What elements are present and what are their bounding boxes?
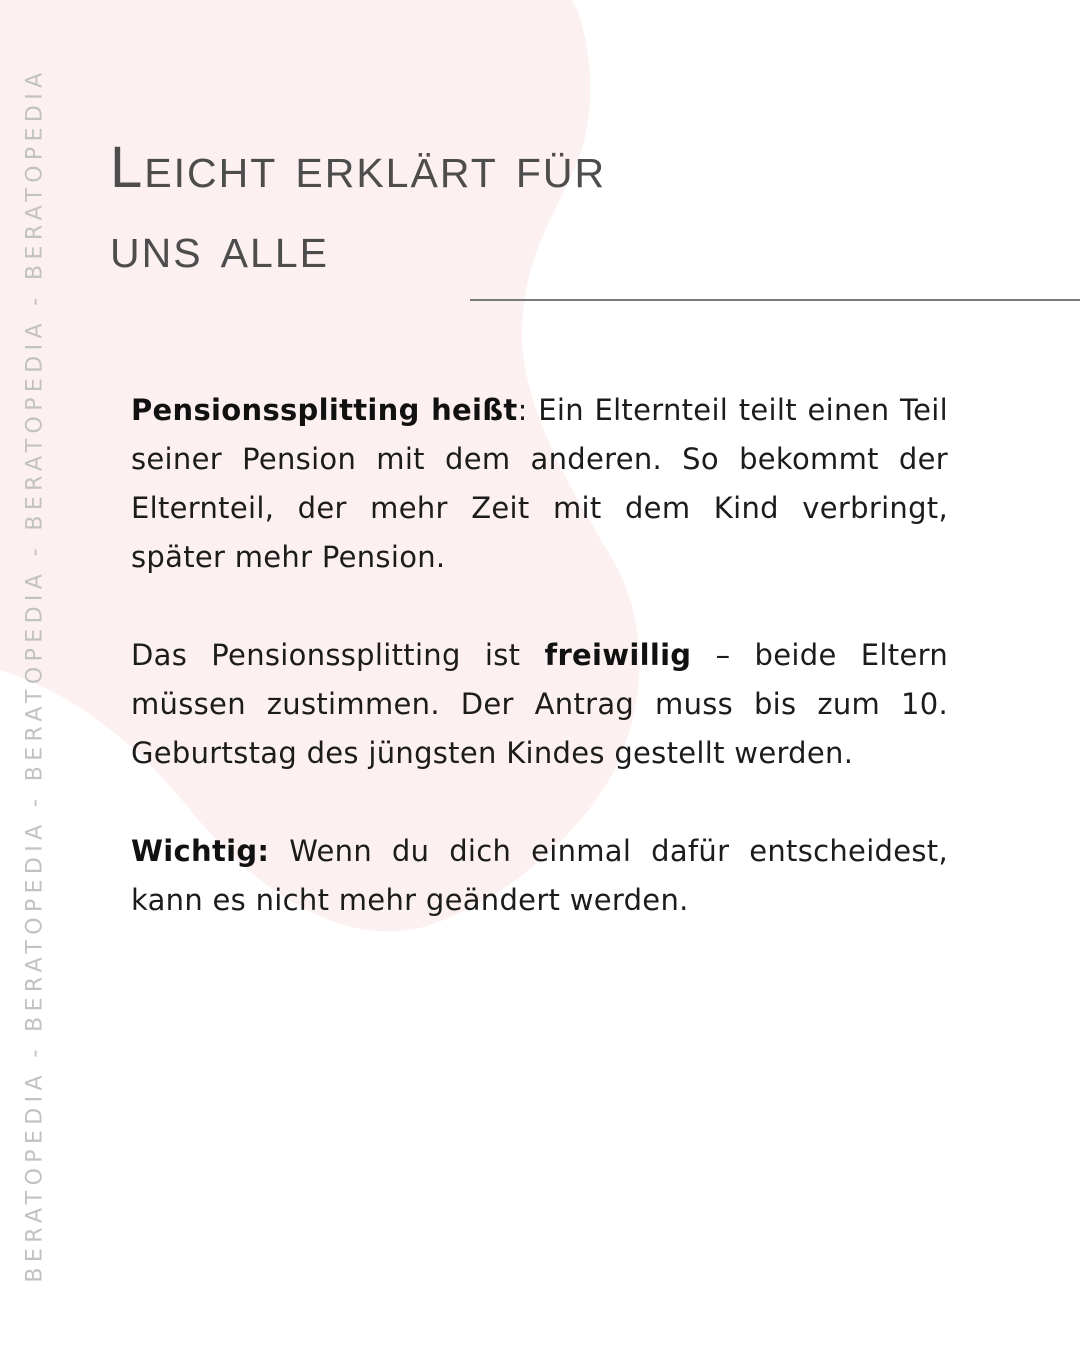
bold-term: Wichtig: <box>131 834 270 868</box>
bold-term: freiwillig <box>544 638 692 672</box>
bold-term: Pensionssplitting heißt <box>131 393 518 427</box>
paragraph-important <box>131 827 948 925</box>
paragraph-text: – beide Eltern müssen zustimmen. Der Antrag muss bis zum 10. Geburtstag des jüngsten Kindes gestellt werden. <box>131 638 948 770</box>
paragraph-text: Das Pensionssplitting ist <box>131 638 545 672</box>
side-watermark: BERATOPEDIA - BERATOPEDIA - BERATOPEDIA - BERATOPEDIA - BERATOPEDIA <box>22 67 48 1283</box>
paragraph-voluntary <box>131 631 948 778</box>
content-body <box>131 386 948 974</box>
title-line-1: Leicht erklärt für <box>110 135 607 200</box>
paragraph-definition <box>131 386 948 582</box>
paragraph-text: : Ein Elternteil teilt einen Teil seiner Pension mit dem anderen. So bekommt der Elternteil, der mehr Zeit mit dem Kind verbringt, später mehr Pension. <box>131 393 948 574</box>
paragraph-text: Wenn du dich einmal dafür entscheidest, kann es nicht mehr geändert werden. <box>131 834 948 917</box>
title-line-2: uns alle <box>110 215 329 280</box>
page-title <box>110 128 606 288</box>
title-divider <box>470 299 1080 301</box>
